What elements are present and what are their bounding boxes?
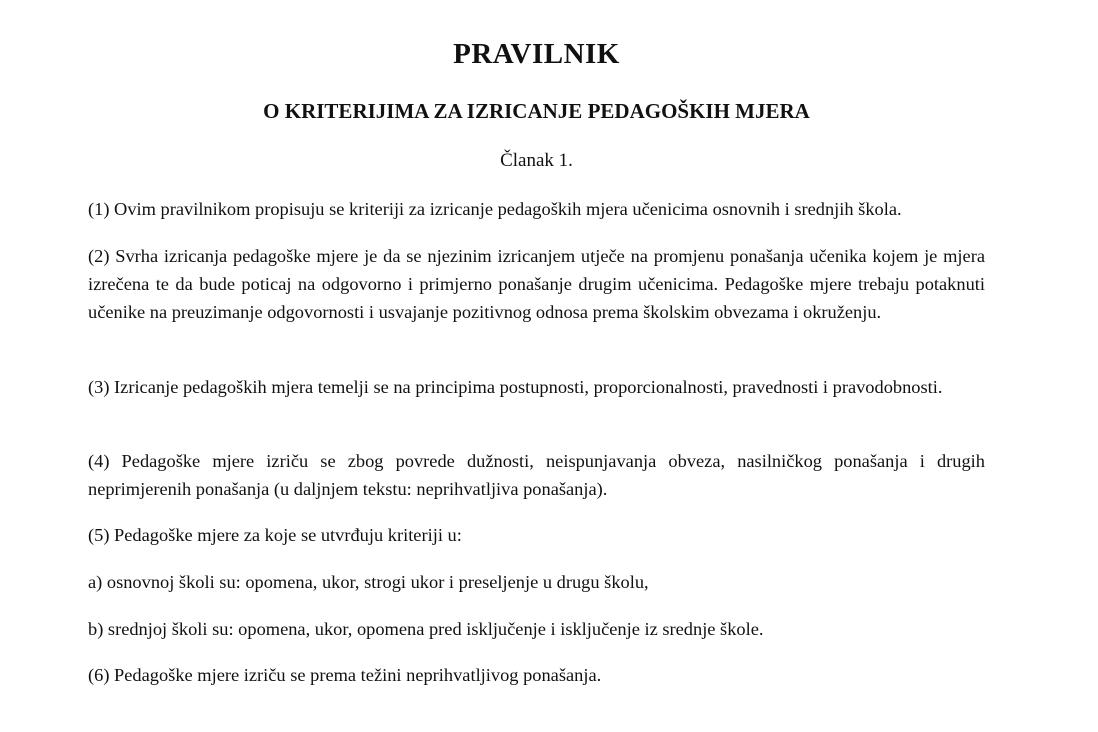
paragraph-1: (1) Ovim pravilnikom propisuju se kriteriji za izricanje pedagoških mjera učenicima osnovnih i srednjih škola. [88, 199, 902, 219]
document-title: PRAVILNIK [453, 38, 620, 70]
paragraph-6: (6) Pedagoške mjere izriču se prema težini neprihvatljivog ponašanja. [88, 665, 602, 685]
paragraph-2: (2) Svrha izricanja pedagoške mjere je da se njezinim izricanjem utječe na promjenu ponašanja učenika kojem je mjera izrečena te da bude poticaj na odgovorno i primjerno ponašanje drugim učenicima. Pedagoške mjere trebaju potaknuti učenike na preuzimanje odgovornosti i usvajanje pozitivnog odnosa prema školskim obvezama i okruženju. [88, 246, 985, 322]
list-item-a: a) osnovnoj školi su: opomena, ukor, strogi ukor i preseljenje u drugu školu, [88, 572, 649, 592]
article-heading: Članak 1. [500, 150, 573, 171]
paragraph-4: (4) Pedagoške mjere izriču se zbog povrede dužnosti, neispunjavanja obveza, nasilničkog ponašanja i drugih neprimjerenih ponašanja (u daljnjem tekstu: neprihvatljiva ponašanja). [88, 451, 985, 499]
list-item-b: b) srednjoj školi su: opomena, ukor, opomena pred isključenje i isključenje iz srednje škole. [88, 619, 764, 639]
paragraph-3: (3) Izricanje pedagoških mjera temelji se na principima postupnosti, proporcionalnosti, pravednosti i pravodobnosti. [88, 377, 943, 397]
paragraph-5: (5) Pedagoške mjere za koje se utvrđuju kriteriji u: [88, 525, 462, 545]
document-subtitle: O KRITERIJIMA ZA IZRICANJE PEDAGOŠKIH MJERA [263, 99, 810, 123]
